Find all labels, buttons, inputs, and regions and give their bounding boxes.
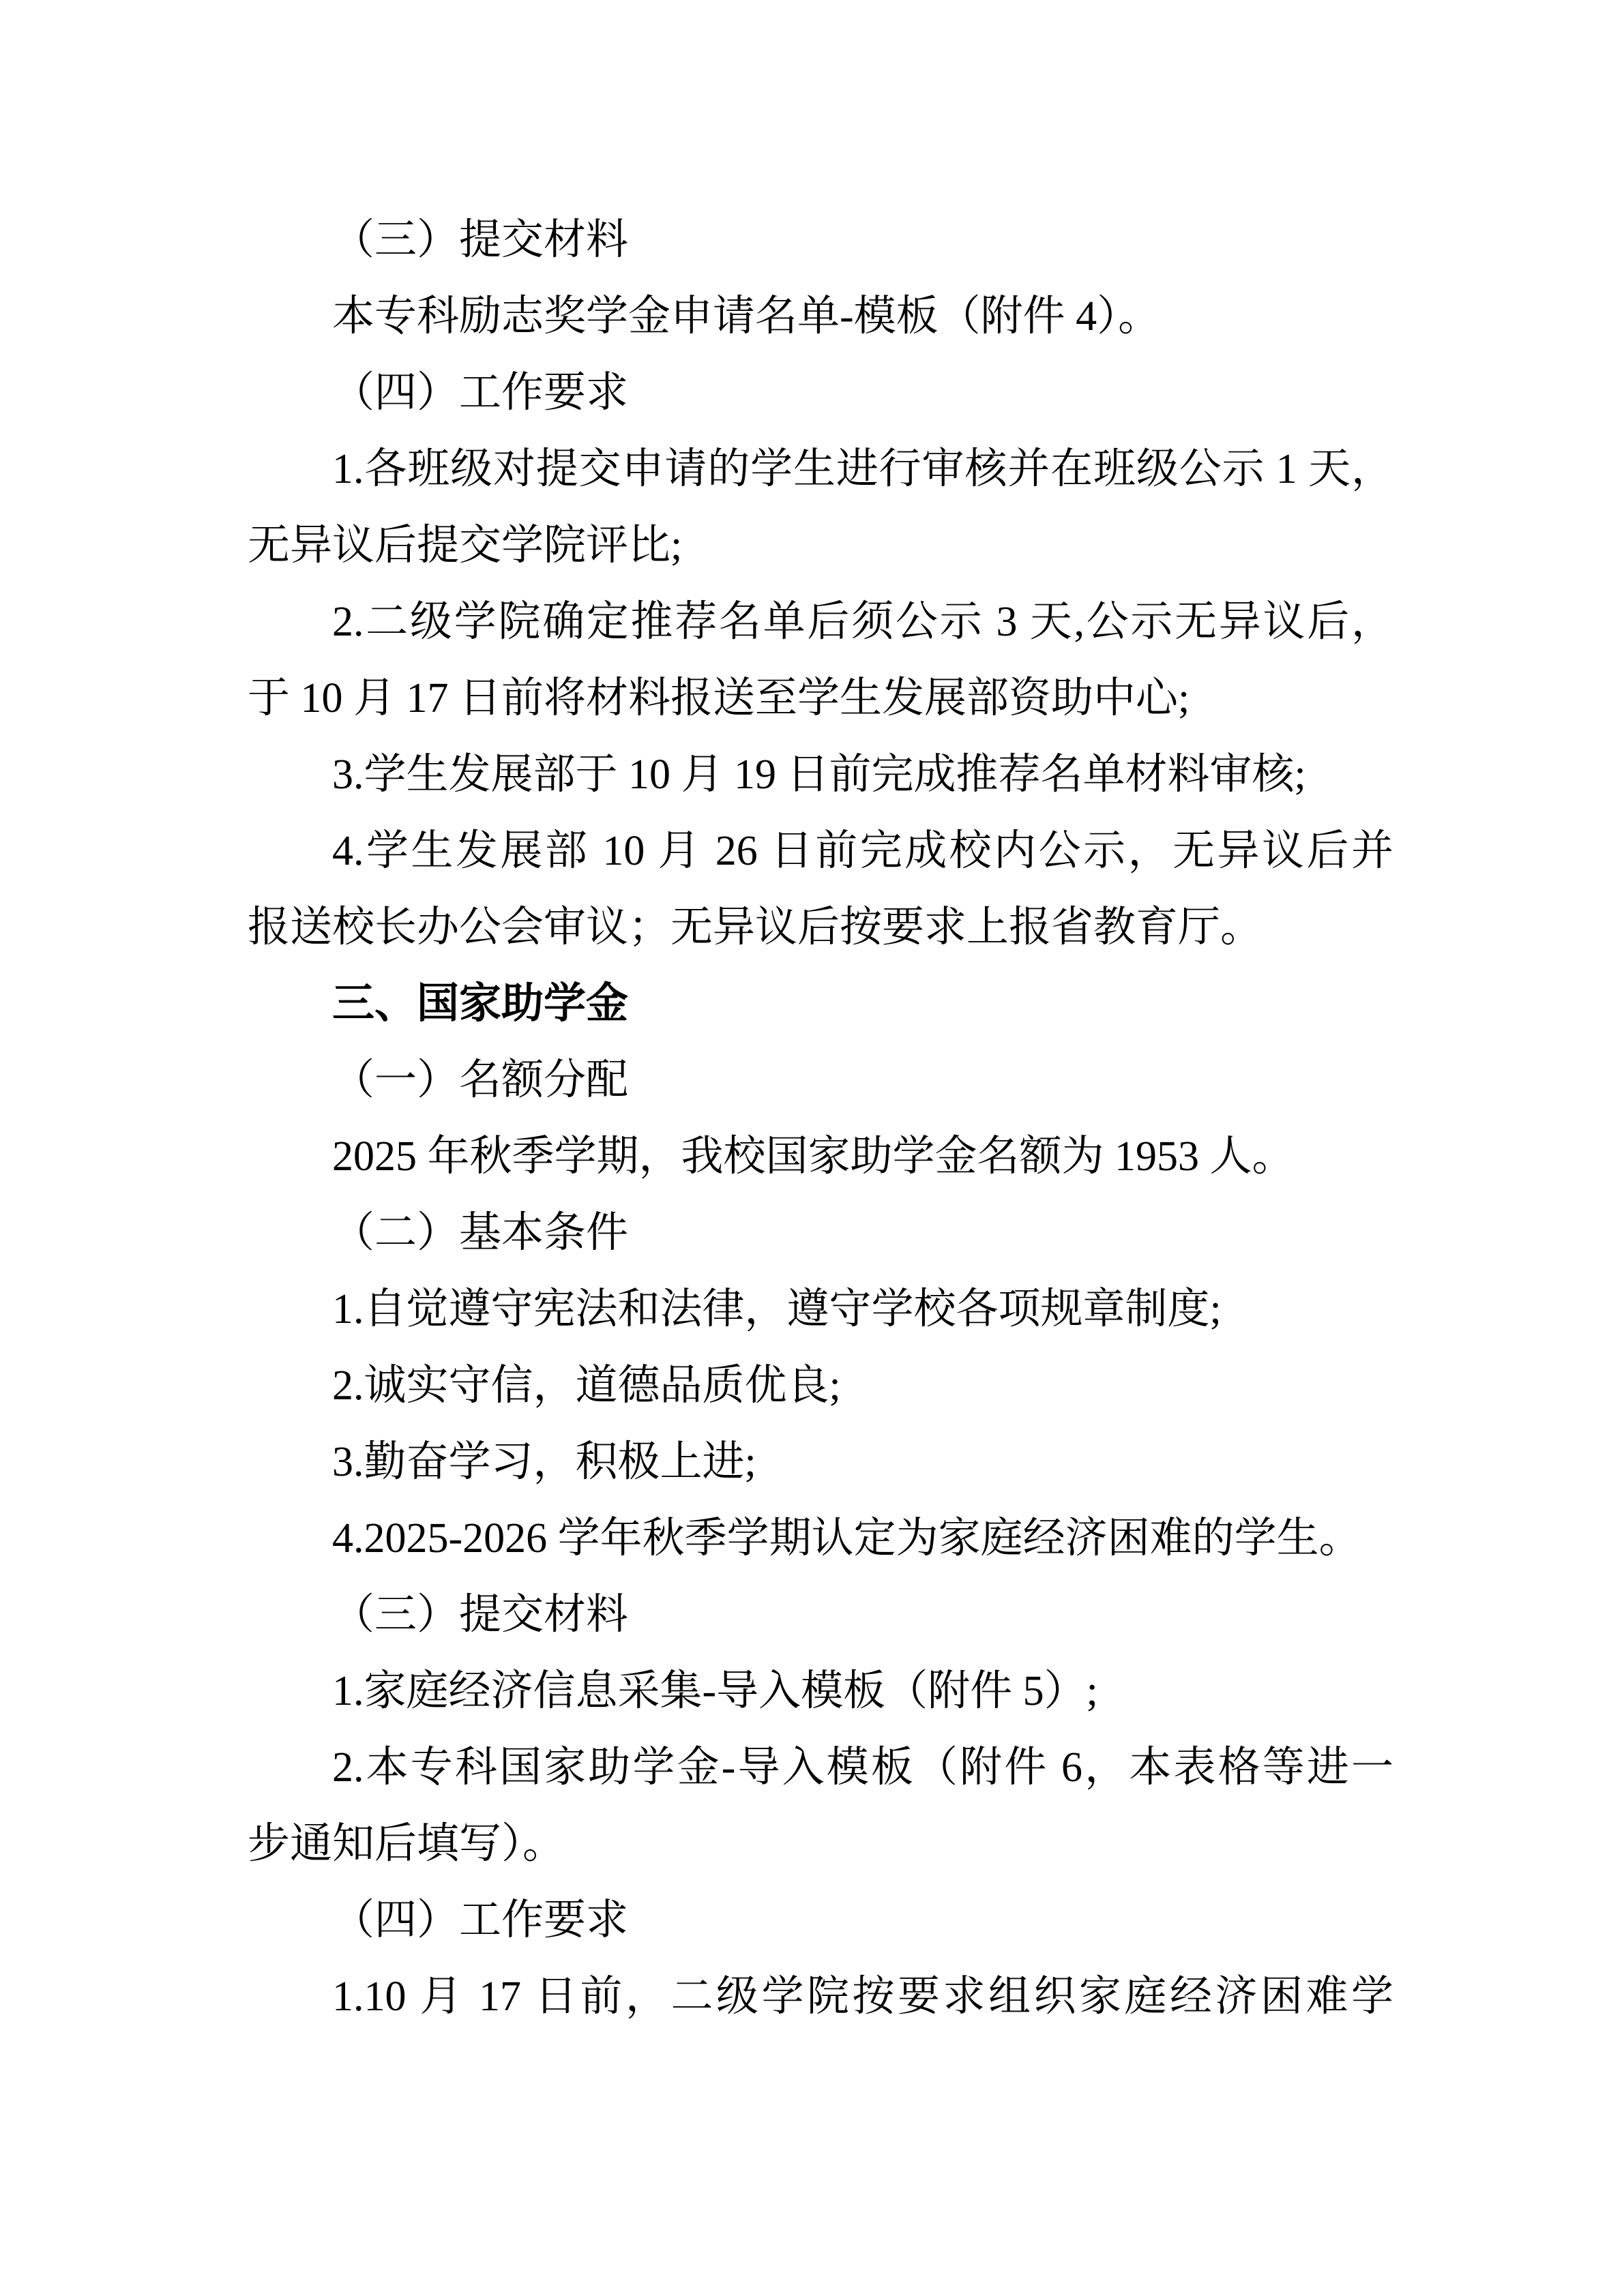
paragraph-heading3 xyxy=(248,1042,1393,1118)
text-line: （四）工作要求 xyxy=(332,370,629,416)
text-line: 4.2025-2026 学年秋季学期认定为家庭经济困难的学生。 xyxy=(332,1515,1361,1562)
text-line: 3.勤奋学习，积极上进; xyxy=(332,1439,756,1485)
paragraph-heading3 xyxy=(248,1882,1393,1958)
paragraph-body xyxy=(248,1653,1393,1729)
paragraph-body xyxy=(248,1729,1393,1882)
text-line: 4.学生发展部 10 月 26 日前完成校内公示，无异议后并 xyxy=(332,828,1393,874)
text-line: 1.10 月 17 日前，二级学院按要求组织家庭经济困难学 xyxy=(332,1973,1393,2020)
text-line: 2.本专科国家助学金-导入模板（附件 6，本表格等进一 xyxy=(332,1744,1393,1791)
text-line: （一）名额分配 xyxy=(332,1057,629,1103)
paragraph-body xyxy=(248,1271,1393,1347)
text-line: （三）提交材料 xyxy=(332,217,629,263)
text-line: 1.自觉遵守宪法和法律，遵守学校各项规章制度; xyxy=(332,1286,1222,1332)
text-line: 1.家庭经济信息采集-导入模板（附件 5）; xyxy=(332,1668,1098,1714)
paragraph-heading3 xyxy=(248,202,1393,278)
paragraph-body xyxy=(248,278,1393,355)
text-line: 无异议后提交学院评比; xyxy=(248,522,683,569)
paragraph-heading1 xyxy=(248,966,1393,1042)
paragraph-body xyxy=(248,813,1393,966)
paragraph-body xyxy=(248,1500,1393,1577)
paragraph-body xyxy=(248,1118,1393,1195)
text-line: （二）基本条件 xyxy=(332,1210,629,1256)
text-line: 于 10 月 17 日前将材料报送至学生发展部资助中心; xyxy=(248,675,1190,721)
text-line: 3.学生发展部于 10 月 19 日前完成推荐名单材料审核; xyxy=(332,751,1306,798)
paragraph-body xyxy=(248,431,1393,584)
text-line: 报送校长办公会审议；无异议后按要求上报省教育厅。 xyxy=(248,904,1263,951)
paragraph-body xyxy=(248,1424,1393,1500)
text-line: （四）工作要求 xyxy=(332,1897,629,1943)
text-line: 三、国家助学金 xyxy=(332,980,629,1027)
text-line: 步通知后填写）。 xyxy=(248,1821,565,1867)
text-line: 2025 年秋季学期，我校国家助学金名额为 1953 人。 xyxy=(332,1133,1295,1180)
paragraph-body xyxy=(248,1958,1393,2035)
paragraph-heading3 xyxy=(248,355,1393,431)
paragraph-body xyxy=(248,736,1393,813)
text-line: （三）提交材料 xyxy=(332,1592,629,1638)
text-line: 2.二级学院确定推荐名单后须公示 3 天,公示无异议后， xyxy=(332,599,1393,645)
paragraph-heading3 xyxy=(248,1577,1393,1653)
paragraph-body xyxy=(248,1347,1393,1424)
paragraph-heading3 xyxy=(248,1195,1393,1271)
text-line: 2.诚实守信，道德品质优良; xyxy=(332,1362,841,1409)
text-line: 本专科励志奖学金申请名单-模板（附件 4）。 xyxy=(332,293,1161,340)
paragraph-body xyxy=(248,584,1393,736)
text-line: 1.各班级对提交申请的学生进行审核并在班级公示 1 天， xyxy=(332,446,1393,492)
